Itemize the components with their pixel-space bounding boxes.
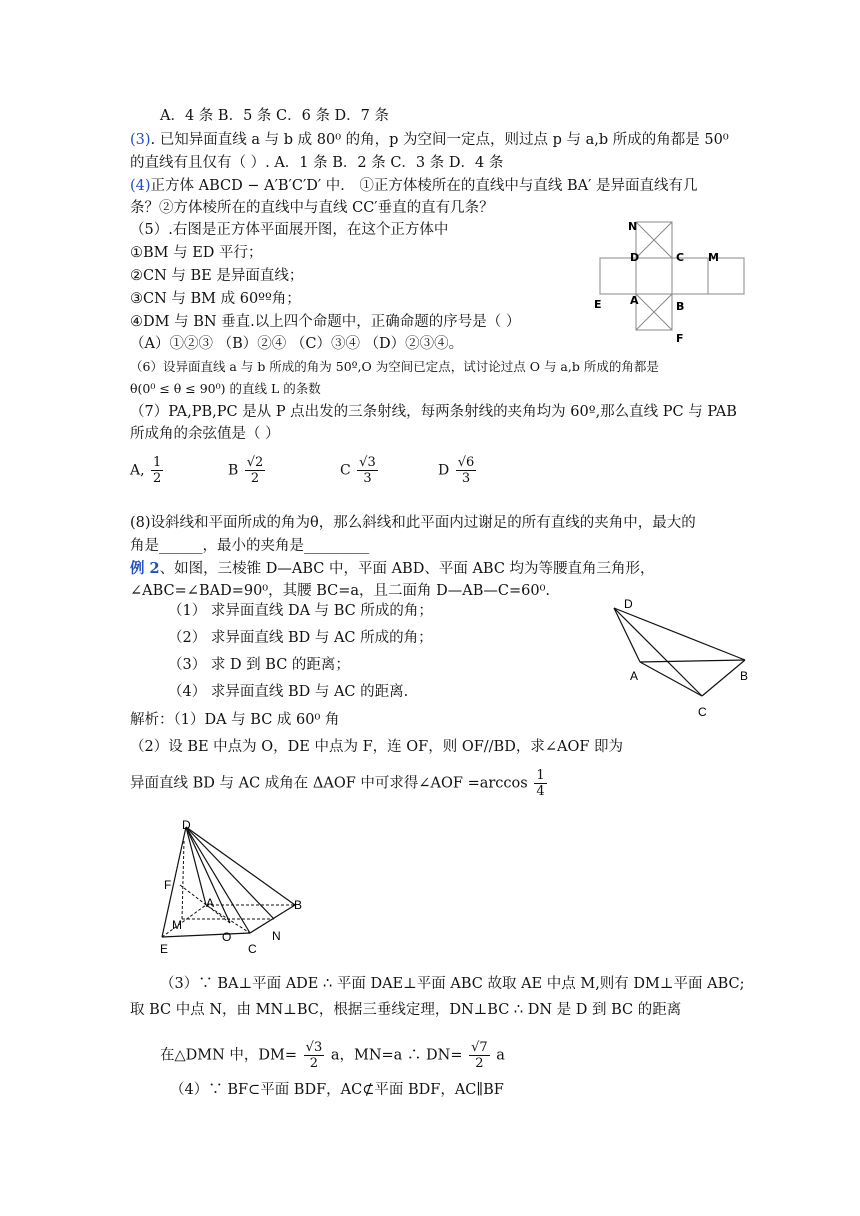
fig2-label-d: D bbox=[624, 597, 633, 611]
problem-3-text: . 已知异面直线 a 与 b 成 80⁰ 的角，p 为空间一定点，则过点 p 与 a,b 所成的角都是 50⁰ bbox=[150, 132, 729, 148]
solution-3: （3）∵ BA⊥平面 ADE ∴ 平面 DAE⊥平面 ABC 故取 AE 中点 M,则有 DM⊥平面 ABC; bbox=[160, 976, 745, 992]
problem-3-options: 的直线有且仅有（ ）. A．1 条 B．2 条 C．3 条 D．4 条 bbox=[130, 155, 504, 171]
fig3-label-d: D bbox=[182, 818, 191, 832]
fig3-label-m: M bbox=[172, 918, 182, 932]
problem-3-number: (3) bbox=[130, 132, 151, 148]
problem-8-line: (8)设斜线和平面所成的角为θ，那么斜线和此平面内过谢足的所有直线的夹角中，最大的 bbox=[130, 515, 696, 531]
fig1-label-m: M bbox=[708, 251, 719, 264]
fraction: $\frac{√3}{3}$ bbox=[359, 455, 376, 486]
problem-6-line-2: θ(0⁰ ≤ θ ≤ 90⁰) 的直线 L 的条数 bbox=[130, 381, 321, 396]
fig3-label-b: B bbox=[294, 898, 303, 912]
problem-7-line: （7）PA,PB,PC 是从 P 点出发的三条射线，每两条射线的夹角均为 60º,那么直线 PC 与 PAB bbox=[130, 404, 737, 420]
fraction: $\frac{√3}{2}$ bbox=[305, 1040, 323, 1071]
problem-5-item-3: ③CN 与 BM 成 60ºº角； bbox=[130, 291, 301, 307]
solution-2-line-2: 异面直线 BD 与 AC 成角在 ΔAOF 中可求得∠AOF =arccos $\frac{1}{4}$ bbox=[130, 768, 545, 799]
fig3-label-f: F bbox=[164, 878, 172, 892]
example-2-text: 、如图，三棱锥 D—ABC 中，平面 ABD、平面 ABC 均为等腰直角三角形， bbox=[159, 561, 655, 577]
problem-5-item-4: ④DM 与 BN 垂直.以上四个命题中，正确命题的序号是（ ） bbox=[130, 314, 521, 330]
fig3-label-c: C bbox=[248, 942, 257, 956]
problem-7-option-d: D $\frac{√6}{3}$ bbox=[438, 455, 475, 486]
solution-3-line-3: 在△DMN 中，DM= $\frac{√3}{2}$ a，MN=a ∴ DN= $\frac{√7}{2}$ a bbox=[160, 1040, 505, 1071]
question-3: （3） 求 D 到 BC 的距离； bbox=[168, 657, 350, 673]
problem-7-option-c: C $\frac{√3}{3}$ bbox=[340, 455, 376, 486]
problem-7-option-a: A, $\frac{1}{2}$ bbox=[130, 455, 162, 486]
problem-7-option-b: B $\frac{√2}{2}$ bbox=[228, 455, 264, 486]
solution-3-line-2: 取 BC 中点 N，由 MN⊥BC，根据三垂线定理，DN⊥BC ∴ DN 是 D 到 BC 的距离 bbox=[130, 1002, 682, 1018]
fig3-label-o: O bbox=[222, 930, 232, 944]
options-line-1: A．4 条 B．5 条 C．6 条 D．7 条 bbox=[160, 108, 390, 124]
fig1-label-d: D bbox=[630, 251, 640, 264]
fig2-label-b: B bbox=[740, 669, 749, 683]
problem-4-number: (4) bbox=[130, 178, 151, 194]
fig1-label-e: E bbox=[594, 298, 602, 311]
example-2-label: 例 2 bbox=[130, 560, 160, 577]
fig1-label-b: B bbox=[676, 300, 685, 313]
fraction: $\frac{√7}{2}$ bbox=[471, 1040, 488, 1071]
fraction: $\frac{1}{2}$ bbox=[153, 455, 162, 486]
solution-1: 解析：（1）DA 与 BC 成 60⁰ 角 bbox=[130, 712, 340, 728]
fig1-label-f: F bbox=[676, 332, 684, 345]
problem-5-options: （A）①②③ （B）②④ （C）③④ （D）②③④。 bbox=[130, 336, 464, 352]
question-4: （4） 求异面直线 BD 与 AC 的距离. bbox=[168, 684, 409, 700]
fig2-label-a: A bbox=[630, 669, 639, 683]
solution-4: （4）∵ BF⊂平面 BDF，AC⊄平面 BDF，AC∥BF bbox=[170, 1082, 504, 1098]
solution-2: （2）设 BE 中点为 O，DE 中点为 F，连 OF，则 OF//BD，求∠AOF 即为 bbox=[130, 739, 624, 755]
problem-6-line: （6）设异面直线 a 与 b 所成的角为 50º,O 为空间已定点，试讨论过点 O 与 a,b 所成的角都是 bbox=[130, 359, 659, 374]
fig1-label-n: N bbox=[628, 220, 638, 233]
fraction: $\frac{√2}{2}$ bbox=[246, 455, 264, 486]
question-1: （1） 求异面直线 DA 与 BC 所成的角； bbox=[168, 603, 433, 619]
fig3-label-n: N bbox=[272, 929, 281, 943]
solution-figure bbox=[150, 815, 320, 960]
fraction: $\frac{√6}{3}$ bbox=[457, 455, 475, 486]
problem-4-text: 正方体 ABCD − A′B′C′D′ 中． ①正方体棱所在的直线中与直线 BA′ 是异面直线有几 bbox=[150, 178, 698, 194]
example-2-line-2: ∠ABC=∠BAD=90⁰，其腰 BC=a，且二面角 D—AB—C=60⁰. bbox=[130, 583, 551, 599]
example-2-line bbox=[130, 559, 655, 579]
fig1-label-a: A bbox=[630, 294, 639, 307]
problem-7-line-2: 所成角的余弦值是（ ） bbox=[130, 426, 280, 442]
pyramid-figure bbox=[600, 596, 770, 720]
problem-5-item-1: ①BM 与 ED 平行； bbox=[130, 245, 263, 261]
problem-5-title: （5）.右图是正方体平面展开图，在这个正方体中 bbox=[130, 222, 449, 238]
fraction: $\frac{1}{4}$ bbox=[536, 768, 545, 799]
fig3-label-e: E bbox=[160, 942, 169, 956]
problem-4-line-2: 条？②方体棱所在的直线中与直线 CC′垂直的直有几条？ bbox=[130, 200, 494, 216]
problem-4-line bbox=[130, 176, 698, 196]
problem-3-line bbox=[130, 130, 729, 150]
fig1-label-c: C bbox=[676, 251, 685, 264]
problem-5-item-2: ②CN 与 BE 是异面直线； bbox=[130, 268, 304, 284]
question-2: （2） 求异面直线 BD 与 AC 所成的角； bbox=[168, 630, 433, 646]
fig2-label-c: C bbox=[698, 705, 707, 719]
cube-net-figure bbox=[590, 218, 760, 348]
fig3-label-a: A bbox=[206, 896, 215, 910]
problem-8-line-2: 角是______，最小的夹角是_________ bbox=[130, 538, 370, 554]
